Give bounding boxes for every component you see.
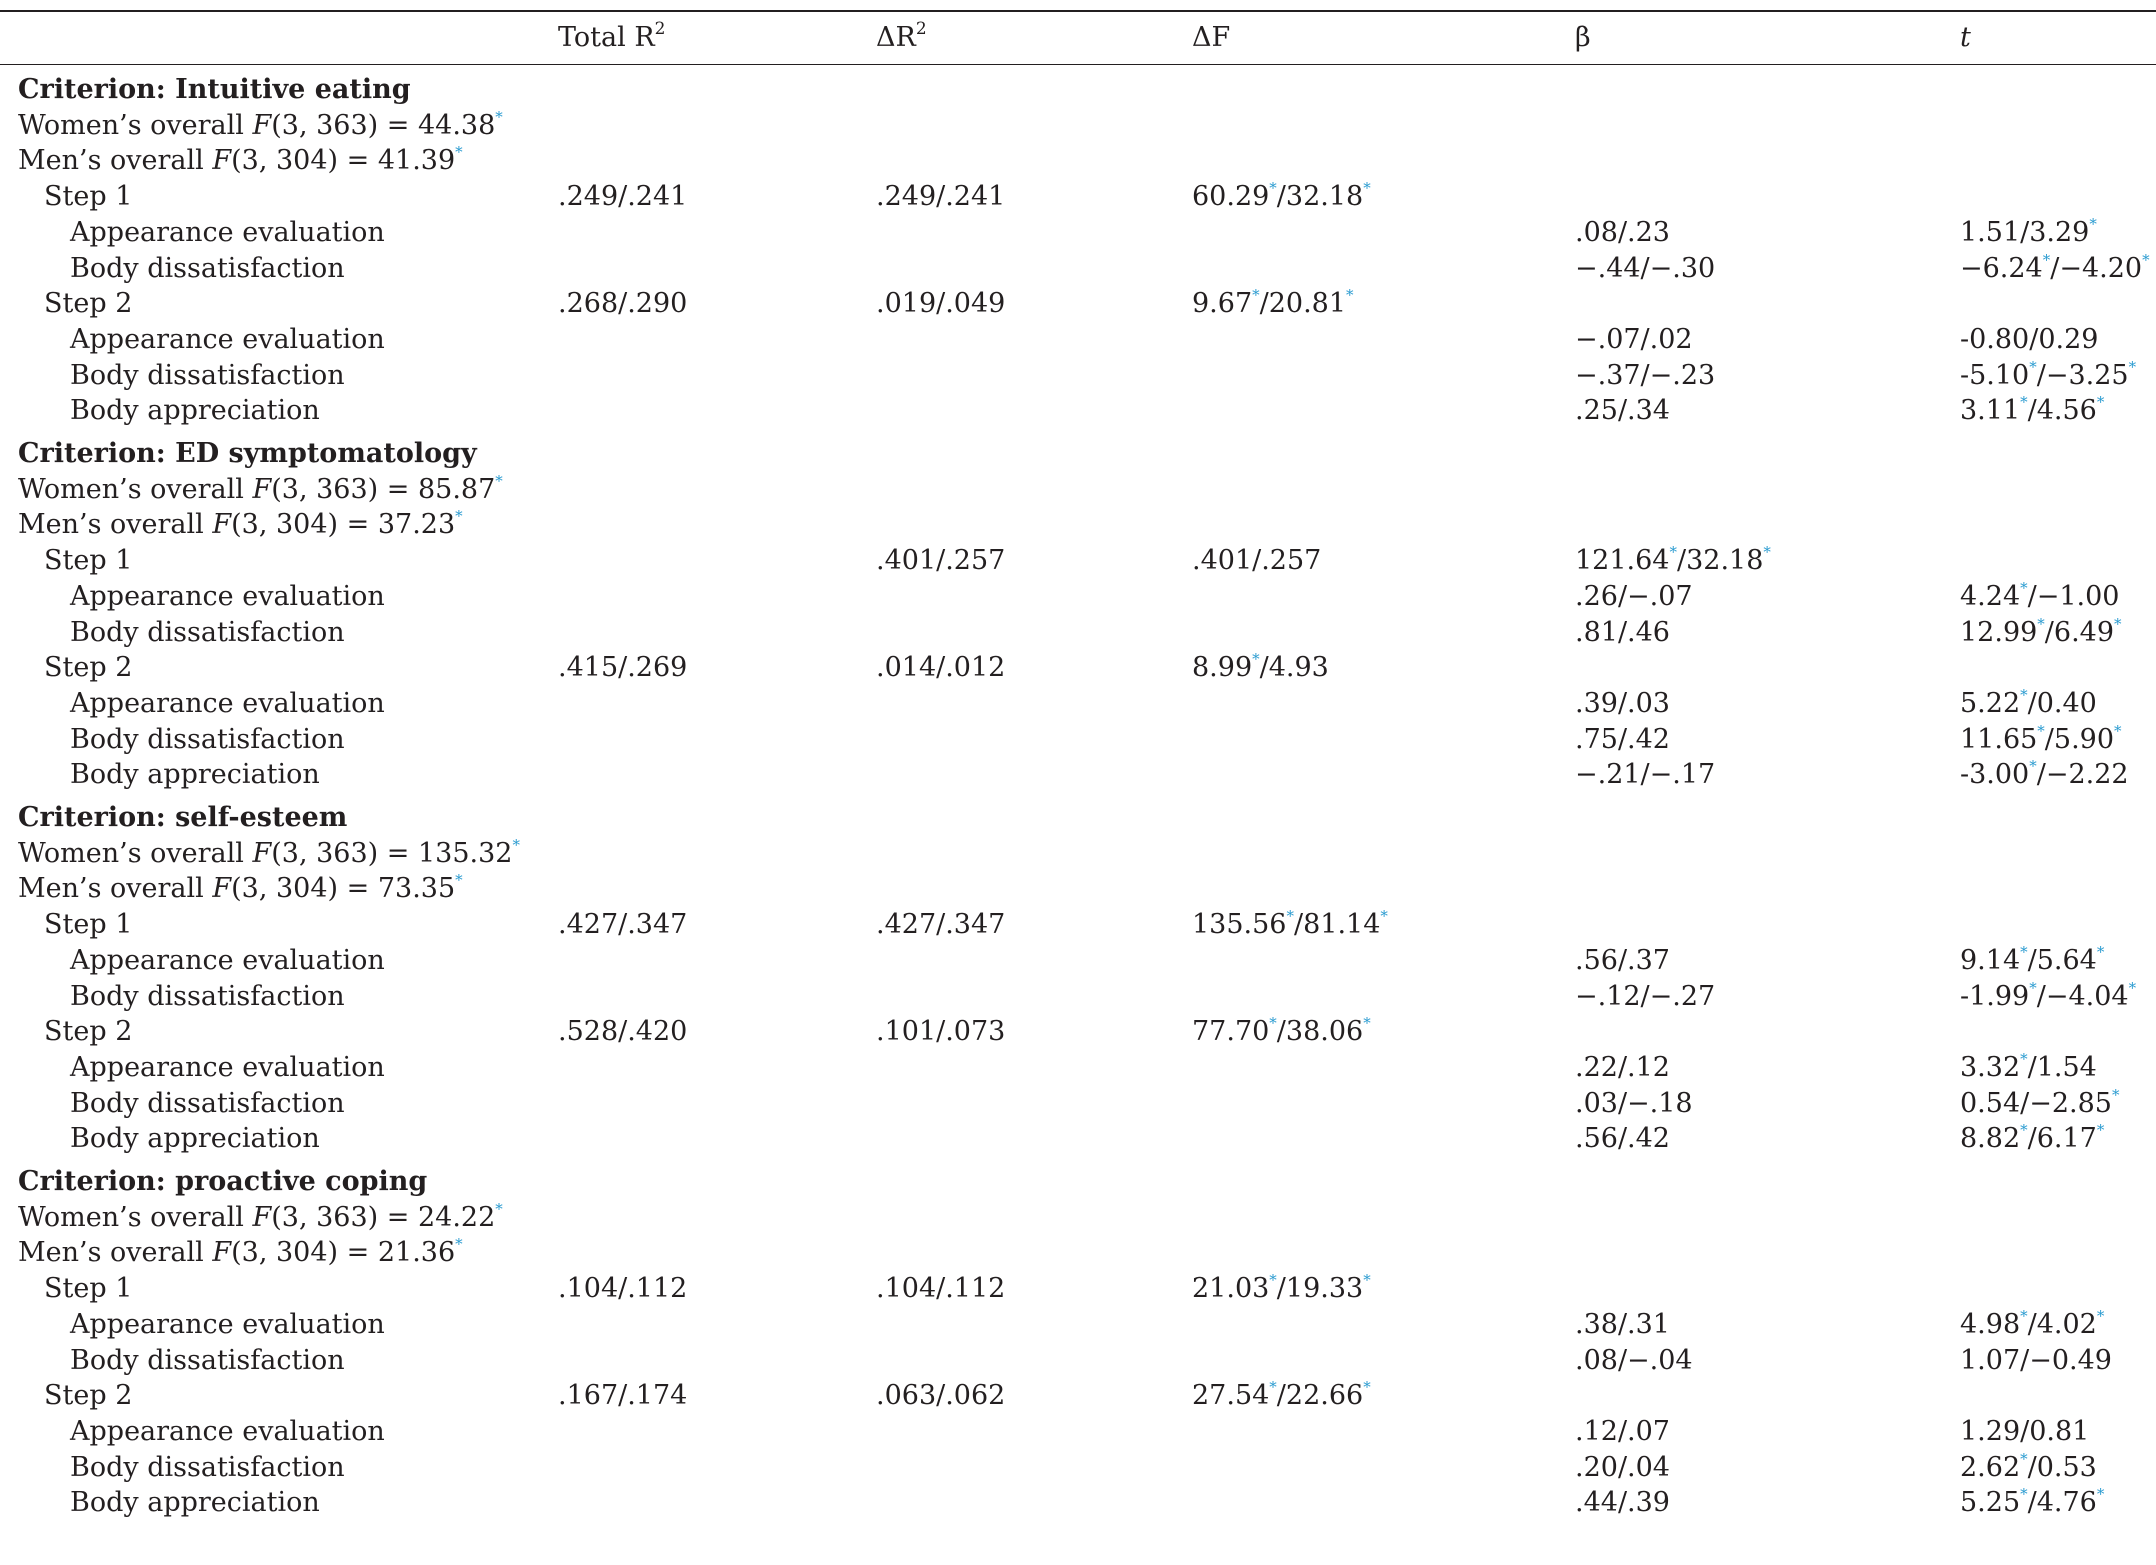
- cell-value: −6.24: [1960, 252, 2043, 284]
- cell-value: 1.07/−0.49: [1960, 1344, 2112, 1376]
- significance-star: *: [1363, 1014, 1371, 1033]
- cell-value: /32.18: [1276, 181, 1364, 213]
- table-cell-c5: [1960, 722, 2122, 758]
- cell-value: −.37/−.23: [1575, 359, 1716, 391]
- cell-value: 21.03: [1192, 1273, 1270, 1305]
- significance-star: *: [2089, 214, 2097, 233]
- significance-star: *: [1763, 543, 1771, 562]
- cell-value: /5.64: [2027, 944, 2097, 976]
- cell-value: .12/.07: [1575, 1415, 1670, 1447]
- cell-value: 3.11: [1960, 395, 2021, 427]
- table-cell-c1: .268/.290: [558, 288, 688, 320]
- row-label: Step 1: [44, 181, 133, 213]
- row-label: [18, 1235, 463, 1271]
- header-t: t: [1960, 22, 1971, 53]
- overall-f-symbol: F: [212, 873, 232, 905]
- cell-value: /22.66: [1276, 1380, 1364, 1412]
- cell-value: 9.14: [1960, 944, 2021, 976]
- cell-value: 9.67: [1192, 288, 1253, 320]
- table-cell-c4: [1575, 615, 1670, 651]
- row-label: Step 2: [44, 652, 133, 684]
- cell-value: 12.99: [1960, 616, 2038, 648]
- cell-value: 11.65: [1960, 723, 2038, 755]
- overall-f-symbol: F: [252, 109, 272, 141]
- cell-value: .08/−.04: [1575, 1344, 1693, 1376]
- table-cell-c5: [1960, 979, 2136, 1015]
- overall-value: (3, 304) = 21.36: [231, 1237, 456, 1269]
- table-cell-c5: [1960, 1121, 2104, 1157]
- overall-value: (3, 363) = 85.87: [271, 473, 496, 505]
- table-cell-c2: .427/.347: [876, 909, 1006, 941]
- overall-value: (3, 363) = 24.22: [271, 1201, 496, 1233]
- table-cell-c5: [1960, 615, 2122, 651]
- significance-star: *: [2128, 357, 2137, 376]
- cell-value: 8.82: [1960, 1123, 2021, 1155]
- table-cell-c3: [1192, 543, 1321, 579]
- significance-star: *: [2020, 1049, 2028, 1068]
- cell-value: .22/.12: [1575, 1051, 1670, 1083]
- overall-f-symbol: F: [212, 145, 232, 177]
- table-cell-c1: .104/.112: [558, 1273, 688, 1305]
- table-cell-c5: [1960, 1343, 2112, 1379]
- table-cell-c3: [1192, 179, 1371, 215]
- cell-value: .26/−.07: [1575, 580, 1693, 612]
- row-label: Body dissatisfaction: [70, 1451, 345, 1483]
- significance-star: *: [455, 507, 463, 526]
- significance-star: *: [1380, 907, 1388, 926]
- table-cell-c5: [1960, 1485, 2104, 1521]
- significance-star: *: [2096, 1121, 2105, 1140]
- row-label: Step 2: [44, 1380, 133, 1412]
- significance-star: *: [1346, 286, 1354, 305]
- cell-value: /4.76: [2027, 1487, 2097, 1519]
- row-label: Body dissatisfaction: [70, 359, 345, 391]
- header-rule: [0, 64, 2156, 65]
- table-cell-c2: .104/.112: [876, 1273, 1006, 1305]
- cell-value: .20/.04: [1575, 1451, 1670, 1483]
- table-cell-c5: [1960, 215, 2097, 251]
- significance-star: *: [2037, 721, 2045, 740]
- overall-prefix: Women’s overall: [18, 837, 253, 869]
- table-cell-c4: [1575, 686, 1670, 722]
- table-cell-c2: .014/.012: [876, 652, 1006, 684]
- significance-star: *: [495, 471, 503, 490]
- table-cell-c5: [1960, 1086, 2119, 1122]
- significance-star: *: [1669, 543, 1677, 562]
- table-cell-c5: [1960, 757, 2129, 793]
- cell-value: −.07/.02: [1575, 323, 1693, 355]
- cell-value: .81/.46: [1575, 616, 1670, 648]
- significance-star: *: [2020, 1121, 2028, 1140]
- table-cell-c2: .019/.049: [876, 288, 1006, 320]
- cell-value: /−3.25: [2036, 359, 2129, 391]
- cell-value: .38/.31: [1575, 1308, 1670, 1340]
- cell-value: /81.14: [1293, 909, 1381, 941]
- row-label: Appearance evaluation: [70, 1308, 385, 1340]
- row-label: Appearance evaluation: [70, 580, 385, 612]
- cell-value: /20.81: [1259, 288, 1347, 320]
- table-cell-c4: [1575, 1485, 1670, 1521]
- row-label: Criterion: self-esteem: [18, 802, 348, 833]
- cell-value: /5.90: [2044, 723, 2115, 755]
- row-label: Body dissatisfaction: [70, 1087, 345, 1119]
- table-cell-c2: .249/.241: [876, 181, 1006, 213]
- significance-star: *: [2111, 1085, 2120, 1104]
- table-cell-c5: [1960, 393, 2104, 429]
- significance-star: *: [1363, 1378, 1371, 1397]
- significance-star: *: [455, 1235, 463, 1254]
- row-label: Body appreciation: [70, 395, 320, 427]
- table-cell-c3: [1192, 1014, 1371, 1050]
- cell-value: /19.33: [1276, 1273, 1364, 1305]
- row-label: [18, 507, 463, 543]
- cell-value: 0.54/−2.85: [1960, 1087, 2112, 1119]
- overall-f-symbol: F: [212, 1237, 232, 1269]
- table-cell-c4: [1575, 722, 1670, 758]
- table-cell-c4: [1575, 251, 1715, 287]
- cell-value: 8.99: [1192, 652, 1253, 684]
- row-label: Body appreciation: [70, 1487, 320, 1519]
- row-label: Body dissatisfaction: [70, 616, 345, 648]
- table-cell-c1: .249/.241: [558, 181, 688, 213]
- cell-value: 60.29: [1192, 181, 1270, 213]
- cell-value: /4.56: [2027, 395, 2097, 427]
- table-cell-c5: [1960, 686, 2097, 722]
- overall-prefix: Women’s overall: [18, 1201, 253, 1233]
- cell-value: .39/.03: [1575, 687, 1670, 719]
- significance-star: *: [1363, 179, 1371, 198]
- row-label: Step 2: [44, 1016, 133, 1048]
- table-cell-c4: [1575, 393, 1670, 429]
- table-cell-c5: [1960, 322, 2098, 358]
- overall-value: (3, 304) = 37.23: [231, 509, 456, 541]
- overall-value: (3, 363) = 135.32: [271, 837, 513, 869]
- row-label: Criterion: ED symptomatology: [18, 438, 477, 469]
- table-cell-c1: .415/.269: [558, 652, 688, 684]
- cell-value: /6.49: [2044, 616, 2115, 648]
- row-label: Step 1: [44, 1273, 133, 1305]
- overall-value: (3, 304) = 73.35: [231, 873, 456, 905]
- cell-value: .25/.34: [1575, 395, 1670, 427]
- cell-value: −.44/−.30: [1575, 252, 1716, 284]
- cell-value: -3.00: [1960, 759, 2030, 791]
- cell-value: .56/.37: [1575, 944, 1670, 976]
- cell-value: .03/−.18: [1575, 1087, 1693, 1119]
- cell-value: 77.70: [1192, 1016, 1270, 1048]
- significance-star: *: [2042, 250, 2051, 269]
- significance-star: *: [2020, 1306, 2028, 1325]
- table-cell-c5: [1960, 1050, 2097, 1086]
- table-top-rule: [0, 10, 2156, 12]
- row-label: Body dissatisfaction: [70, 980, 345, 1012]
- table-cell-c3: [1192, 286, 1354, 322]
- cell-value: /1.54: [2027, 1051, 2097, 1083]
- cell-value: /6.17: [2027, 1123, 2097, 1155]
- row-label: Body dissatisfaction: [70, 723, 345, 755]
- header-total-r2: Total $R^2$: [558, 19, 666, 53]
- cell-value: .75/.42: [1575, 723, 1670, 755]
- cell-value: /−1.00: [2027, 580, 2120, 612]
- overall-prefix: Women’s overall: [18, 473, 253, 505]
- overall-f-symbol: F: [212, 509, 232, 541]
- cell-value: 4.98: [1960, 1308, 2021, 1340]
- cell-value: 1.51/3.29: [1960, 216, 2090, 248]
- cell-value: 121.64: [1575, 545, 1670, 577]
- significance-star: *: [1269, 1271, 1277, 1290]
- significance-star: *: [2096, 942, 2105, 961]
- cell-value: /4.93: [1259, 652, 1329, 684]
- table-cell-c1: .167/.174: [558, 1380, 688, 1412]
- cell-value: −.21/−.17: [1575, 759, 1716, 791]
- cell-value: 135.56: [1192, 909, 1287, 941]
- cell-value: 3.32: [1960, 1051, 2021, 1083]
- significance-star: *: [2029, 357, 2037, 376]
- overall-prefix: Men’s overall: [18, 873, 213, 905]
- table-cell-c4: [1575, 979, 1715, 1015]
- cell-value: /38.06: [1276, 1016, 1364, 1048]
- significance-star: *: [1252, 286, 1260, 305]
- significance-star: *: [2096, 393, 2105, 412]
- significance-star: *: [455, 871, 463, 890]
- table-cell-c3: [1192, 1271, 1371, 1307]
- cell-value: 1.29/0.81: [1960, 1415, 2090, 1447]
- significance-star: *: [2037, 614, 2045, 633]
- significance-star: *: [2114, 721, 2122, 740]
- row-label: Step 1: [44, 909, 133, 941]
- significance-star: *: [455, 143, 463, 162]
- significance-star: *: [2020, 685, 2028, 704]
- row-label: [18, 1200, 503, 1236]
- significance-star: *: [2114, 614, 2122, 633]
- header-beta: β: [1575, 22, 1591, 53]
- cell-value: 5.25: [1960, 1487, 2021, 1519]
- significance-star: *: [1269, 179, 1277, 198]
- table-cell-c5: [1960, 251, 2150, 287]
- row-label: Criterion: Intuitive eating: [18, 74, 411, 105]
- row-label: [18, 472, 503, 508]
- cell-value: /32.18: [1676, 545, 1764, 577]
- significance-star: *: [2020, 393, 2028, 412]
- table-cell-c4: [1575, 943, 1670, 979]
- significance-star: *: [2096, 1485, 2105, 1504]
- table-cell-c4: [1575, 1414, 1670, 1450]
- row-label: Body appreciation: [70, 759, 320, 791]
- overall-f-symbol: F: [252, 837, 272, 869]
- significance-star: *: [1286, 907, 1294, 926]
- overall-value: (3, 304) = 41.39: [231, 145, 456, 177]
- row-label: [18, 143, 463, 179]
- cell-value: -0.80/0.29: [1960, 323, 2099, 355]
- cell-value: 5.22: [1960, 687, 2021, 719]
- row-label: Body appreciation: [70, 1123, 320, 1155]
- overall-prefix: Women’s overall: [18, 109, 253, 141]
- table-cell-c1: .528/.420: [558, 1016, 688, 1048]
- table-cell-c3: [1192, 1378, 1371, 1414]
- significance-star: *: [2020, 942, 2028, 961]
- overall-value: (3, 363) = 44.38: [271, 109, 496, 141]
- significance-star: *: [2020, 578, 2028, 597]
- table-cell-c4: [1575, 1307, 1670, 1343]
- cell-value: /−4.20: [2050, 252, 2143, 284]
- row-label: Appearance evaluation: [70, 1415, 385, 1447]
- overall-f-symbol: F: [252, 473, 272, 505]
- table-cell-c4: [1575, 757, 1715, 793]
- table-cell-c1: .427/.347: [558, 909, 688, 941]
- table-cell-c4: [1575, 358, 1715, 394]
- table-cell-c5: [1960, 358, 2136, 394]
- cell-value: 27.54: [1192, 1380, 1270, 1412]
- table-cell-c2: .401/.257: [876, 545, 1006, 577]
- significance-star: *: [495, 107, 503, 126]
- table-cell-c4: [1575, 543, 1771, 579]
- row-label: [18, 871, 463, 907]
- table-cell-c5: [1960, 579, 2119, 615]
- row-label: Body dissatisfaction: [70, 1344, 345, 1376]
- header-delta-f: ΔF: [1192, 22, 1231, 53]
- significance-star: *: [1269, 1378, 1277, 1397]
- cell-value: /−2.22: [2036, 759, 2129, 791]
- cell-value: .44/.39: [1575, 1487, 1670, 1519]
- header-delta-r2: $\Delta R^2$: [876, 19, 927, 53]
- significance-star: *: [2128, 978, 2137, 997]
- significance-star: *: [2020, 1485, 2028, 1504]
- significance-star: *: [512, 835, 520, 854]
- significance-star: *: [2020, 1449, 2028, 1468]
- significance-star: *: [1269, 1014, 1277, 1033]
- table-cell-c3: [1192, 907, 1388, 943]
- row-label: Step 2: [44, 288, 133, 320]
- row-label: Body dissatisfaction: [70, 252, 345, 284]
- table-cell-c4: [1575, 1343, 1693, 1379]
- cell-value: .56/.42: [1575, 1123, 1670, 1155]
- row-label: [18, 836, 520, 872]
- row-label: [18, 108, 503, 144]
- significance-star: *: [2029, 757, 2037, 776]
- cell-value: /0.40: [2027, 687, 2097, 719]
- overall-f-symbol: F: [252, 1201, 272, 1233]
- cell-value: -1.99: [1960, 980, 2030, 1012]
- significance-star: *: [495, 1199, 503, 1218]
- cell-value: 4.24: [1960, 580, 2021, 612]
- table-cell-c5: [1960, 1414, 2089, 1450]
- cell-value: -5.10: [1960, 359, 2030, 391]
- row-label: Appearance evaluation: [70, 944, 385, 976]
- table-cell-c2: .101/.073: [876, 1016, 1006, 1048]
- row-label: Appearance evaluation: [70, 323, 385, 355]
- table-cell-c4: [1575, 1086, 1693, 1122]
- cell-value: /4.02: [2027, 1308, 2097, 1340]
- cell-value: /0.53: [2027, 1451, 2097, 1483]
- table-cell-c4: [1575, 579, 1693, 615]
- cell-value: 2.62: [1960, 1451, 2021, 1483]
- significance-star: *: [2029, 978, 2037, 997]
- significance-star: *: [2142, 250, 2150, 269]
- table-cell-c4: [1575, 215, 1670, 251]
- cell-value: −.12/−.27: [1575, 980, 1716, 1012]
- cell-value: /−4.04: [2036, 980, 2129, 1012]
- significance-star: *: [1252, 650, 1260, 669]
- row-label: Step 1: [44, 545, 133, 577]
- cell-value: .401/.257: [1192, 545, 1322, 577]
- table-cell-c2: .063/.062: [876, 1380, 1006, 1412]
- row-label: Criterion: proactive coping: [18, 1166, 428, 1197]
- row-label: Appearance evaluation: [70, 687, 385, 719]
- significance-star: *: [1363, 1271, 1371, 1290]
- table-cell-c4: [1575, 1121, 1670, 1157]
- table-cell-c5: [1960, 943, 2104, 979]
- table-cell-c4: [1575, 1050, 1670, 1086]
- overall-prefix: Men’s overall: [18, 1237, 213, 1269]
- table-cell-c4: [1575, 322, 1693, 358]
- row-label: Appearance evaluation: [70, 216, 385, 248]
- table-cell-c3: [1192, 650, 1329, 686]
- row-label: Appearance evaluation: [70, 1051, 385, 1083]
- overall-prefix: Men’s overall: [18, 509, 213, 541]
- table-cell-c4: [1575, 1450, 1670, 1486]
- table-cell-c5: [1960, 1307, 2104, 1343]
- table-cell-c5: [1960, 1450, 2097, 1486]
- significance-star: *: [2096, 1306, 2105, 1325]
- cell-value: .08/.23: [1575, 216, 1670, 248]
- overall-prefix: Men’s overall: [18, 145, 213, 177]
